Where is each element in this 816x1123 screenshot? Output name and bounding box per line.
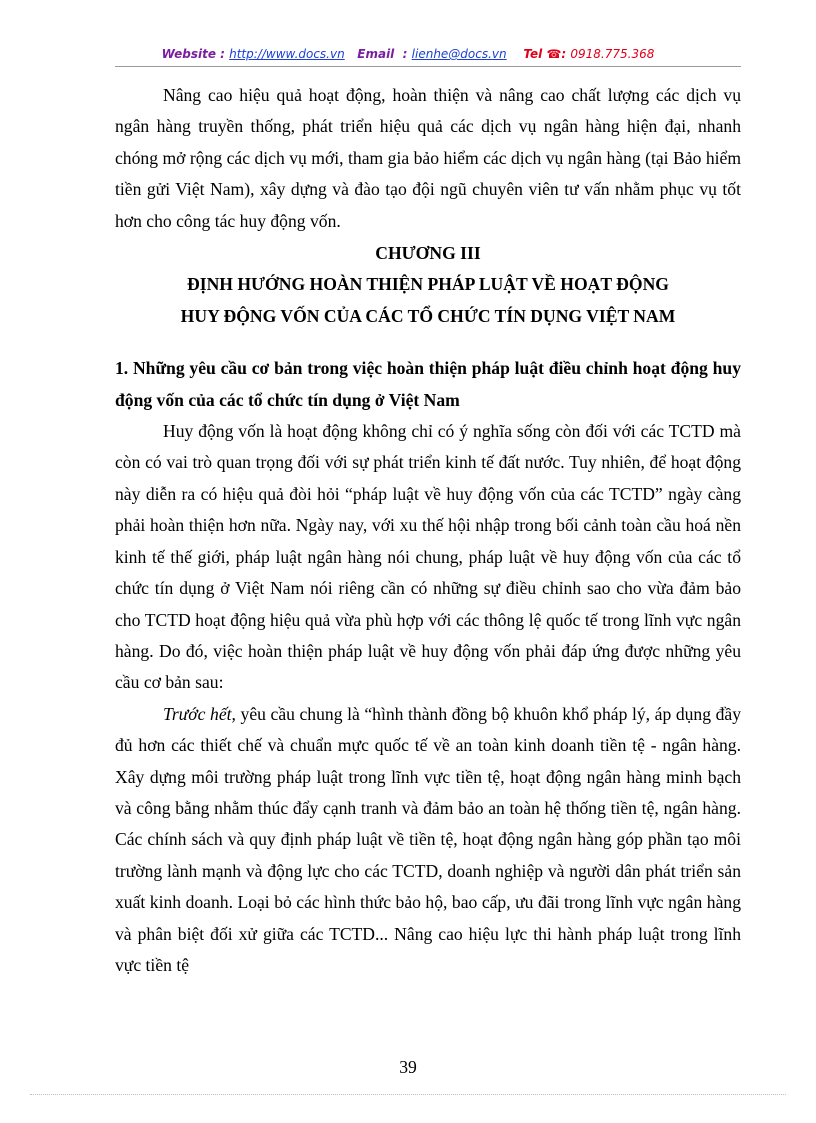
section-heading: 1. Những yêu cầu cơ bản trong việc hoàn thiện pháp luật điều chỉnh hoạt động huy động vốn của các tổ chức tín dụng ở Việt Nam <box>115 358 741 410</box>
page-number: 39 <box>399 1057 417 1077</box>
body-paragraph-2 <box>115 699 741 982</box>
tel-number: 0918.775.368 <box>570 47 655 61</box>
chapter-title-line-1: ĐỊNH HƯỚNG HOÀN THIỆN PHÁP LUẬT VỀ HOẠT ĐỘNG <box>187 274 669 295</box>
email-label: Email <box>357 47 395 61</box>
document-body <box>115 80 741 981</box>
telephone-icon: ☎ <box>546 47 562 61</box>
body-paragraph-2-text: yêu cầu chung là “hình thành đồng bộ khuôn khổ pháp lý, áp dụng đầy đủ hơn các thiết chế và chuẩn mực quốc tế về an toàn kinh doanh tiền tệ - ngân hàng. Xây dựng môi trường pháp luật trong lĩnh vực tiền tệ, hoạt động ngân hàng minh bạch và công bằng nhằm thúc đẩy cạnh tranh và đảm bảo an toàn hệ thống tiền tệ, ngân hàng. Các chính sách và quy định pháp luật về tiền tệ, hoạt động ngân hàng góp phần tạo môi trường lành mạnh và động lực cho các TCTD, doanh nghiệp và người dân phát triển sản xuất kinh doanh. Loại bỏ các hình thức bảo hộ, bao cấp, ưu đãi trong lĩnh vực ngân hàng và phân biệt đối xử giữa các TCTD... Nâng cao hiệu lực thi hành pháp luật trong lĩnh vực tiền tệ <box>115 703 741 975</box>
email-link[interactable]: lienhe@docs.vn <box>411 47 507 61</box>
tel-label: Tel <box>523 47 543 61</box>
body-paragraph-1: Huy động vốn là hoạt động không chỉ có ý nghĩa sống còn đối với các TCTD mà còn có vai trò quan trọng đối với sự phát triển kinh tế đất nước. Tuy nhiên, để hoạt động này diễn ra có hiệu quả đòi hỏi “pháp luật về huy động vốn của các TCTD” ngày càng phải hoàn thiện hơn nữa. Ngày nay, với xu thế hội nhập trong bối cảnh toàn cầu hoá nền kinh tế thế giới, pháp luật ngân hàng nói chung, pháp luật về huy động vốn của các tổ chức tín dụng ở Việt Nam nói riêng cần có những sự điều chỉnh sao cho vừa đảm bảo cho TCTD hoạt động hiệu quả vừa phù hợp với các thông lệ quốc tế trong lĩnh vực ngân hàng. Do đó, việc hoàn thiện pháp luật về huy động vốn phải đáp ứng được những yêu cầu cơ bản sau: <box>115 421 741 693</box>
intro-paragraph: Nâng cao hiệu quả hoạt động, hoàn thiện và nâng cao chất lượng các dịch vụ ngân hàng truyền thống, phát triển hiệu quả các dịch vụ ngân hàng hiện đại, nhanh chóng mở rộng các dịch vụ mới, tham gia bảo hiểm các dịch vụ ngân hàng (tại Bảo hiểm tiền gửi Việt Nam), xây dựng và đào tạo đội ngũ chuyên viên tư vấn nhằm phục vụ tốt hơn cho công tác huy động vốn. <box>115 85 741 231</box>
emphasis-lead: Trước hết, <box>163 703 236 724</box>
website-label: Website : <box>161 47 225 61</box>
spacer <box>115 332 741 353</box>
tel-separator: : <box>561 47 567 61</box>
email-separator: : <box>402 47 408 61</box>
chapter-title-line-2: HUY ĐỘNG VỐN CỦA CÁC TỔ CHỨC TÍN DỤNG VIỆT NAM <box>180 305 676 326</box>
chapter-number: CHƯƠNG III <box>375 243 481 264</box>
header-divider <box>115 66 741 67</box>
page-header <box>0 47 816 61</box>
website-link[interactable]: http://www.docs.vn <box>229 47 345 61</box>
footer-divider <box>30 1094 786 1095</box>
